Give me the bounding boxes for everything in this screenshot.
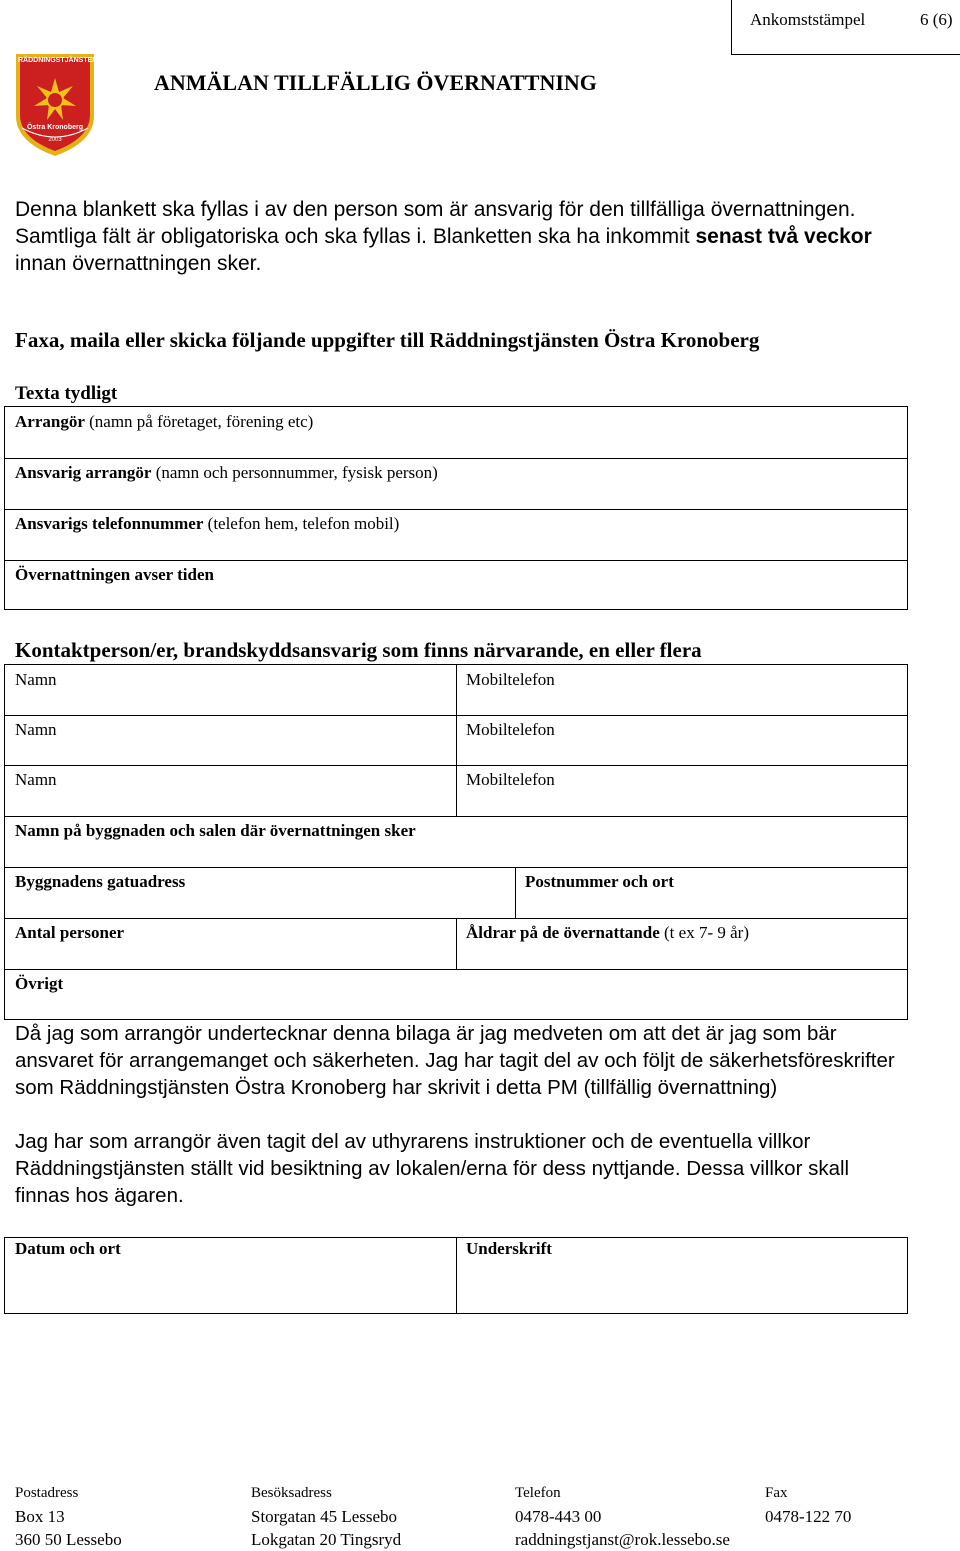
paragraph-spacer [15,1101,905,1128]
footer-postal-line: Box 13 [15,1507,65,1526]
divider [456,665,457,816]
intro-line-2-text: Samtliga fält är obligatoriska och ska fyllas i. Blanketten ska ha inkommit [15,225,696,248]
divider [456,918,457,969]
signature-label: Underskrift [466,1239,552,1258]
signature-section [4,1237,908,1314]
contact-mobile-field[interactable] [456,715,907,765]
responsible-phone-hint: (telefon hem, telefon mobil) [203,514,400,533]
overnight-period-label: Övernattningen avser tiden [15,565,214,584]
footer-email[interactable]: raddningstjanst@rok.lessebo.se [515,1530,730,1549]
contact-mobile-label: Mobiltelefon [466,770,555,789]
intro-line-1: Denna blankett ska fyllas i av den person som är ansvarig för den tillfälliga övernattningen. [15,198,856,221]
declaration-text [15,1020,905,1209]
number-of-persons-label: Antal personer [15,923,125,942]
contact-name-label: Namn [15,670,57,689]
organizer-label-hint: (namn på företaget, förening etc) [84,412,314,431]
number-of-persons-field[interactable] [5,918,456,969]
footer-visiting-address [251,1482,401,1551]
footer-postal-line: 360 50 Lessebo [15,1530,122,1549]
form-title: ANMÄLAN TILLFÄLLIG ÖVERNATTNING [154,70,597,95]
ages-label: Åldrar på de övernattande [466,923,660,942]
ages-hint: (t ex 7- 9 år) [659,923,749,942]
logo-top-text: RÄDDNINGSTJÄNSTEN [18,57,98,64]
contact-mobile-label: Mobiltelefon [466,670,555,689]
contact-name-field[interactable] [5,665,456,715]
footer-phone-label: Telefon [515,1485,561,1501]
ages-field[interactable] [456,918,907,969]
send-instruction: Faxa, maila eller skicka följande uppgifter till Räddningstjänsten Östra Kronoberg [15,328,760,352]
logo-year: 2003 [48,137,62,143]
contacts-heading: Kontaktperson/er, brandskyddsansvarig som finns närvarande, en eller flera [15,638,702,662]
street-address-field[interactable] [5,867,515,918]
responsible-organizer-label: Ansvarig arrangör [15,463,152,482]
responsible-phone-field[interactable] [5,509,907,560]
organizer-field[interactable] [5,407,907,458]
contact-name-label: Namn [15,770,57,789]
other-field[interactable] [5,969,907,1019]
footer-visit-line: Storgatan 45 Lessebo [251,1507,398,1526]
footer-fax-number: 0478-122 70 [765,1507,852,1526]
contact-name-label: Namn [15,720,57,739]
contact-mobile-field[interactable] [456,765,907,816]
footer-phone-number: 0478-443 00 [515,1507,602,1526]
building-name-field[interactable] [5,816,907,867]
intro-line-3: innan övernattningen sker. [15,252,262,275]
page-number: 6 (6) [920,10,953,29]
footer-fax [765,1482,851,1528]
divider [515,867,516,918]
street-address-label: Byggnadens gatuadress [15,872,186,891]
building-name-label: Namn på byggnaden och salen där övernattningen sker [15,821,416,840]
intro-line-2 [15,223,915,250]
footer-phone [515,1482,730,1551]
contacts-building-section [4,664,908,1020]
date-place-label: Datum och ort [15,1239,121,1258]
overnight-period-field[interactable] [5,560,907,610]
contact-name-field[interactable] [5,765,456,816]
contact-mobile-label: Mobiltelefon [466,720,555,739]
footer-visit-label: Besöksadress [251,1485,332,1501]
print-clearly-hint: Texta tydligt [15,383,118,404]
responsible-organizer-field[interactable] [5,458,907,509]
responsible-organizer-hint: (namn och personnummer, fysisk person) [151,463,438,482]
intro-text [15,196,915,277]
declaration-paragraph-2: Jag har som arrangör även tagit del av uthyrarens instruktioner och de eventuella villkor Räddningstjänsten ställt vid besiktning av lokalen/erna för dess nyttjande. Dessa villkor skall finnas hos ägaren. [15,1130,850,1207]
contact-name-field[interactable] [5,715,456,765]
date-place-field[interactable] [5,1238,456,1313]
postal-code-city-field[interactable] [515,867,907,918]
logo-bottom-text: Östra Kronoberg [26,124,83,131]
arrival-stamp-label: Ankomststämpel [750,10,866,29]
contact-mobile-field[interactable] [456,665,907,715]
postal-code-city-label: Postnummer och ort [525,872,674,891]
footer-fax-label: Fax [765,1485,788,1501]
footer-postal-label: Postadress [15,1485,79,1501]
other-label: Övrigt [15,974,64,993]
footer-postal-address [15,1482,122,1551]
organizer-label: Arrangör [15,412,85,431]
signature-field[interactable] [456,1238,907,1313]
footer-visit-line: Lokgatan 20 Tingsryd [251,1530,402,1549]
deadline-emphasis: senast två veckor [695,225,872,248]
declaration-paragraph-1: Då jag som arrangör undertecknar denna bilaga är jag medveten om att det är jag som bär ansvaret för arrangemanget och säkerheten. Jag har tagit del av och följt de säkerhetsföreskrifter som Räddningstjänsten Östra Kronoberg har skrivit i detta PM (tillfällig övernattning) [15,1022,895,1099]
organizer-section [4,406,908,610]
responsible-phone-label: Ansvarigs telefonnummer [15,514,204,533]
